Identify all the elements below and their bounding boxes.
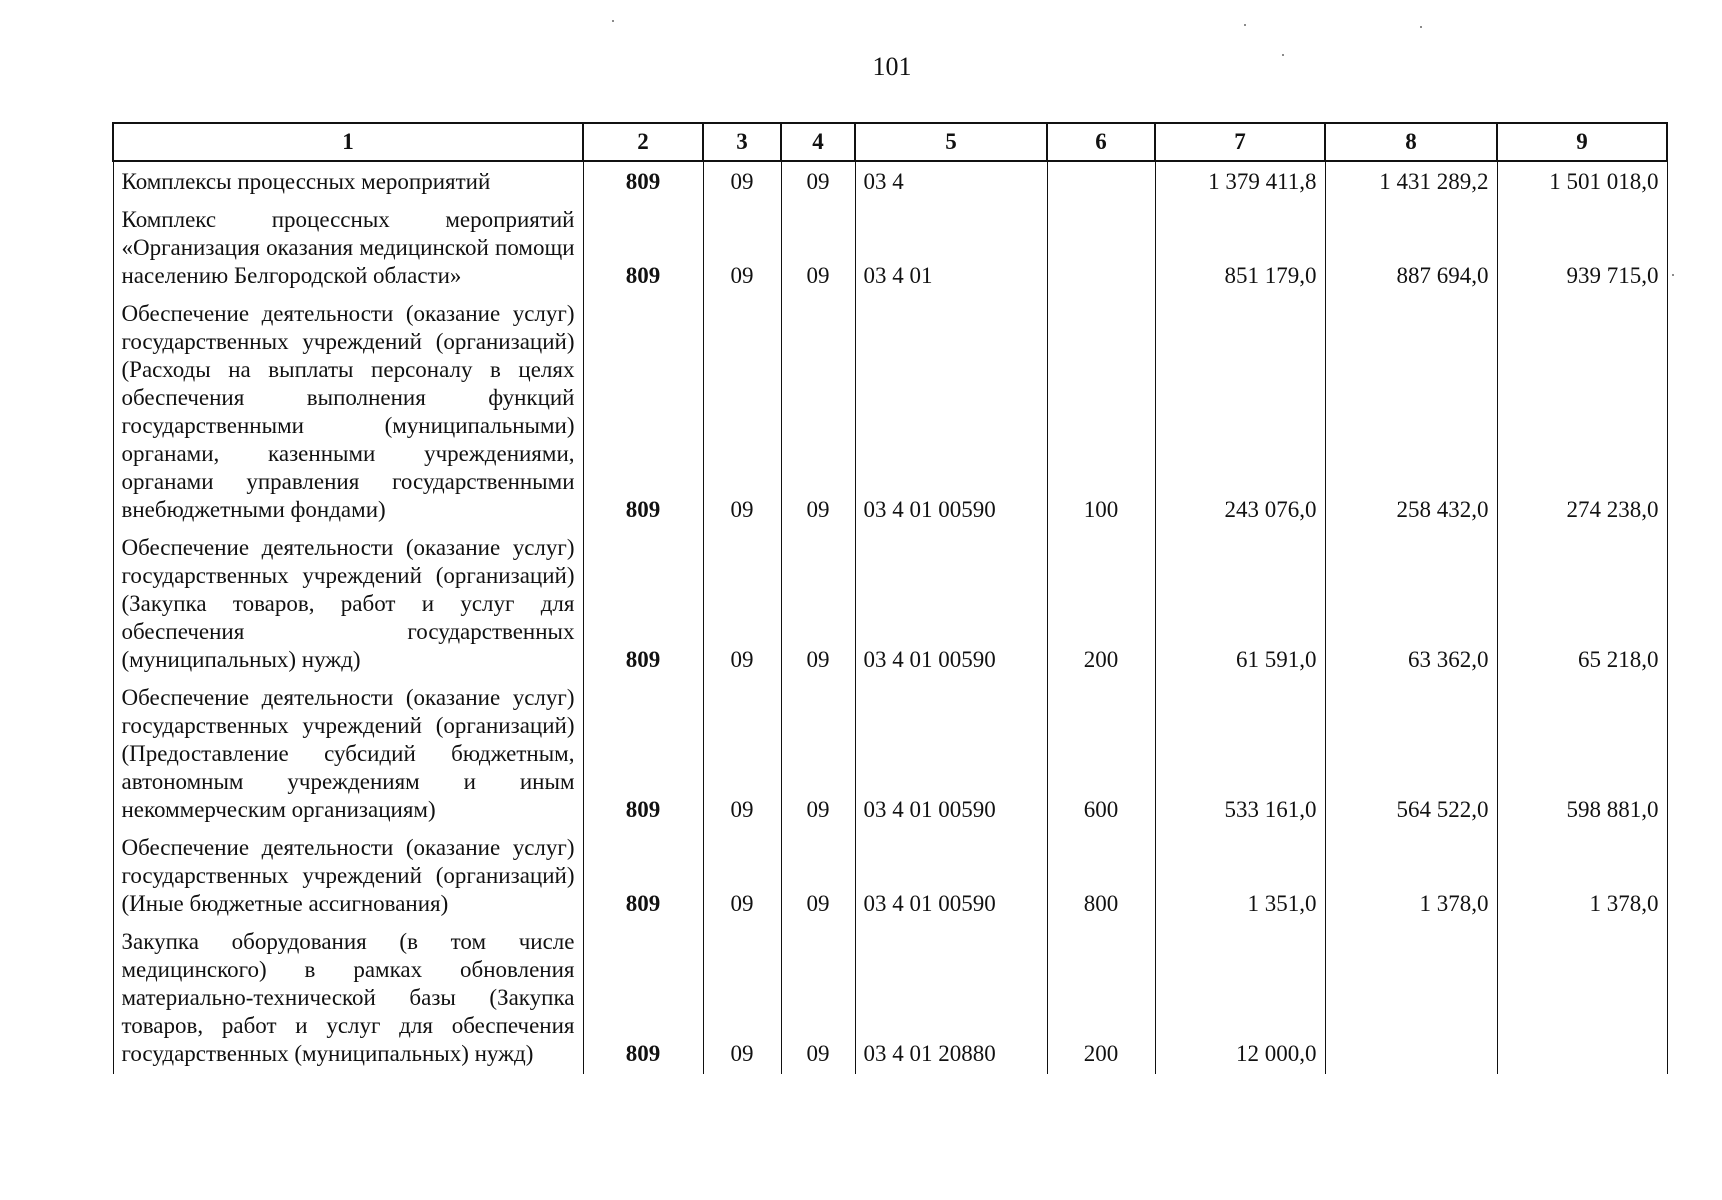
row-value-col7: 533 161,0 [1155, 680, 1325, 830]
row-name: Обеспечение деятельности (оказание услуг) государственных учреждений (организаций) (Иные бюджетные ассигнования) [113, 830, 583, 924]
row-value-col9: 1 501 018,0 [1497, 161, 1667, 202]
row-pr-code: 09 [781, 924, 855, 1074]
row-value-col9: 274 238,0 [1497, 296, 1667, 530]
row-cs-code: 03 4 01 00590 [855, 530, 1047, 680]
row-pr-code: 09 [781, 202, 855, 296]
row-pr-code: 09 [781, 830, 855, 924]
scan-speck [1420, 26, 1422, 28]
row-value-col7: 1 351,0 [1155, 830, 1325, 924]
row-value-col7: 12 000,0 [1155, 924, 1325, 1074]
row-rz-code: 09 [703, 830, 781, 924]
table-row [113, 830, 1667, 924]
row-value-col8: 887 694,0 [1325, 202, 1497, 296]
row-pr-code: 09 [781, 680, 855, 830]
header-col-7: 7 [1155, 123, 1325, 161]
row-name: Обеспечение деятельности (оказание услуг) государственных учреждений (организаций) (Предоставление субсидий бюджетным, автономным учреждениям и иным некоммерческим организациям) [113, 680, 583, 830]
row-pr-code: 09 [781, 530, 855, 680]
table-row [113, 530, 1667, 680]
row-value-col8: 1 431 289,2 [1325, 161, 1497, 202]
row-value-col8: 1 378,0 [1325, 830, 1497, 924]
row-name: Закупка оборудования (в том числе медицинского) в рамках обновления материально-технической базы (Закупка товаров, работ и услуг для обеспечения государственных (муниципальных) нужд) [113, 924, 583, 1074]
row-gr-code: 809 [583, 680, 703, 830]
table-row [113, 680, 1667, 830]
row-value-col8: 564 522,0 [1325, 680, 1497, 830]
row-vr-code: 600 [1047, 680, 1155, 830]
row-cs-code: 03 4 01 [855, 202, 1047, 296]
row-rz-code: 09 [703, 530, 781, 680]
row-value-col9: 65 218,0 [1497, 530, 1667, 680]
row-gr-code: 809 [583, 161, 703, 202]
header-col-2: 2 [583, 123, 703, 161]
row-value-col7: 1 379 411,8 [1155, 161, 1325, 202]
row-gr-code: 809 [583, 924, 703, 1074]
row-gr-code: 809 [583, 202, 703, 296]
row-value-col9 [1497, 924, 1667, 1074]
row-cs-code: 03 4 01 00590 [855, 680, 1047, 830]
table-row [113, 924, 1667, 1074]
header-col-9: 9 [1497, 123, 1667, 161]
row-rz-code: 09 [703, 202, 781, 296]
row-gr-code: 809 [583, 830, 703, 924]
row-value-col9: 939 715,0 [1497, 202, 1667, 296]
budget-table [112, 122, 1668, 1074]
row-value-col8: 63 362,0 [1325, 530, 1497, 680]
row-cs-code: 03 4 01 20880 [855, 924, 1047, 1074]
row-cs-code: 03 4 [855, 161, 1047, 202]
page-number: 101 [872, 52, 912, 81]
row-vr-code: 200 [1047, 530, 1155, 680]
row-pr-code: 09 [781, 161, 855, 202]
row-value-col7: 243 076,0 [1155, 296, 1325, 530]
table-row [113, 161, 1667, 202]
row-value-col7: 851 179,0 [1155, 202, 1325, 296]
row-value-col7: 61 591,0 [1155, 530, 1325, 680]
header-col-5: 5 [855, 123, 1047, 161]
row-value-col8 [1325, 924, 1497, 1074]
row-vr-code [1047, 161, 1155, 202]
row-gr-code: 809 [583, 296, 703, 530]
scan-speck [1282, 54, 1284, 56]
row-value-col8: 258 432,0 [1325, 296, 1497, 530]
header-col-1: 1 [113, 123, 583, 161]
row-rz-code: 09 [703, 296, 781, 530]
row-rz-code: 09 [703, 924, 781, 1074]
row-value-col9: 598 881,0 [1497, 680, 1667, 830]
row-vr-code: 100 [1047, 296, 1155, 530]
row-rz-code: 09 [703, 680, 781, 830]
row-vr-code [1047, 202, 1155, 296]
row-name: Комплексы процессных мероприятий [113, 161, 583, 202]
header-col-6: 6 [1047, 123, 1155, 161]
header-col-4: 4 [781, 123, 855, 161]
row-name: Обеспечение деятельности (оказание услуг) государственных учреждений (организаций) (Закупка товаров, работ и услуг для обеспечения государственных (муниципальных) нужд) [113, 530, 583, 680]
header-col-8: 8 [1325, 123, 1497, 161]
row-name: Комплекс процессных мероприятий «Организация оказания медицинской помощи населению Белгородской области» [113, 202, 583, 296]
scan-speck [1672, 274, 1674, 276]
row-cs-code: 03 4 01 00590 [855, 296, 1047, 530]
header-row [113, 123, 1667, 161]
row-gr-code: 809 [583, 530, 703, 680]
scan-speck [612, 20, 614, 22]
row-pr-code: 09 [781, 296, 855, 530]
row-value-col9: 1 378,0 [1497, 830, 1667, 924]
row-name: Обеспечение деятельности (оказание услуг) государственных учреждений (организаций) (Расходы на выплаты персоналу в целях обеспечения выполнения функций государственными (муниципальными) органами, казенными учреждениями, органами управления государственными внебюджетными фондами) [113, 296, 583, 530]
scan-speck [1244, 24, 1246, 26]
row-cs-code: 03 4 01 00590 [855, 830, 1047, 924]
row-vr-code: 200 [1047, 924, 1155, 1074]
table-row [113, 296, 1667, 530]
row-rz-code: 09 [703, 161, 781, 202]
table-row [113, 202, 1667, 296]
row-vr-code: 800 [1047, 830, 1155, 924]
header-col-3: 3 [703, 123, 781, 161]
